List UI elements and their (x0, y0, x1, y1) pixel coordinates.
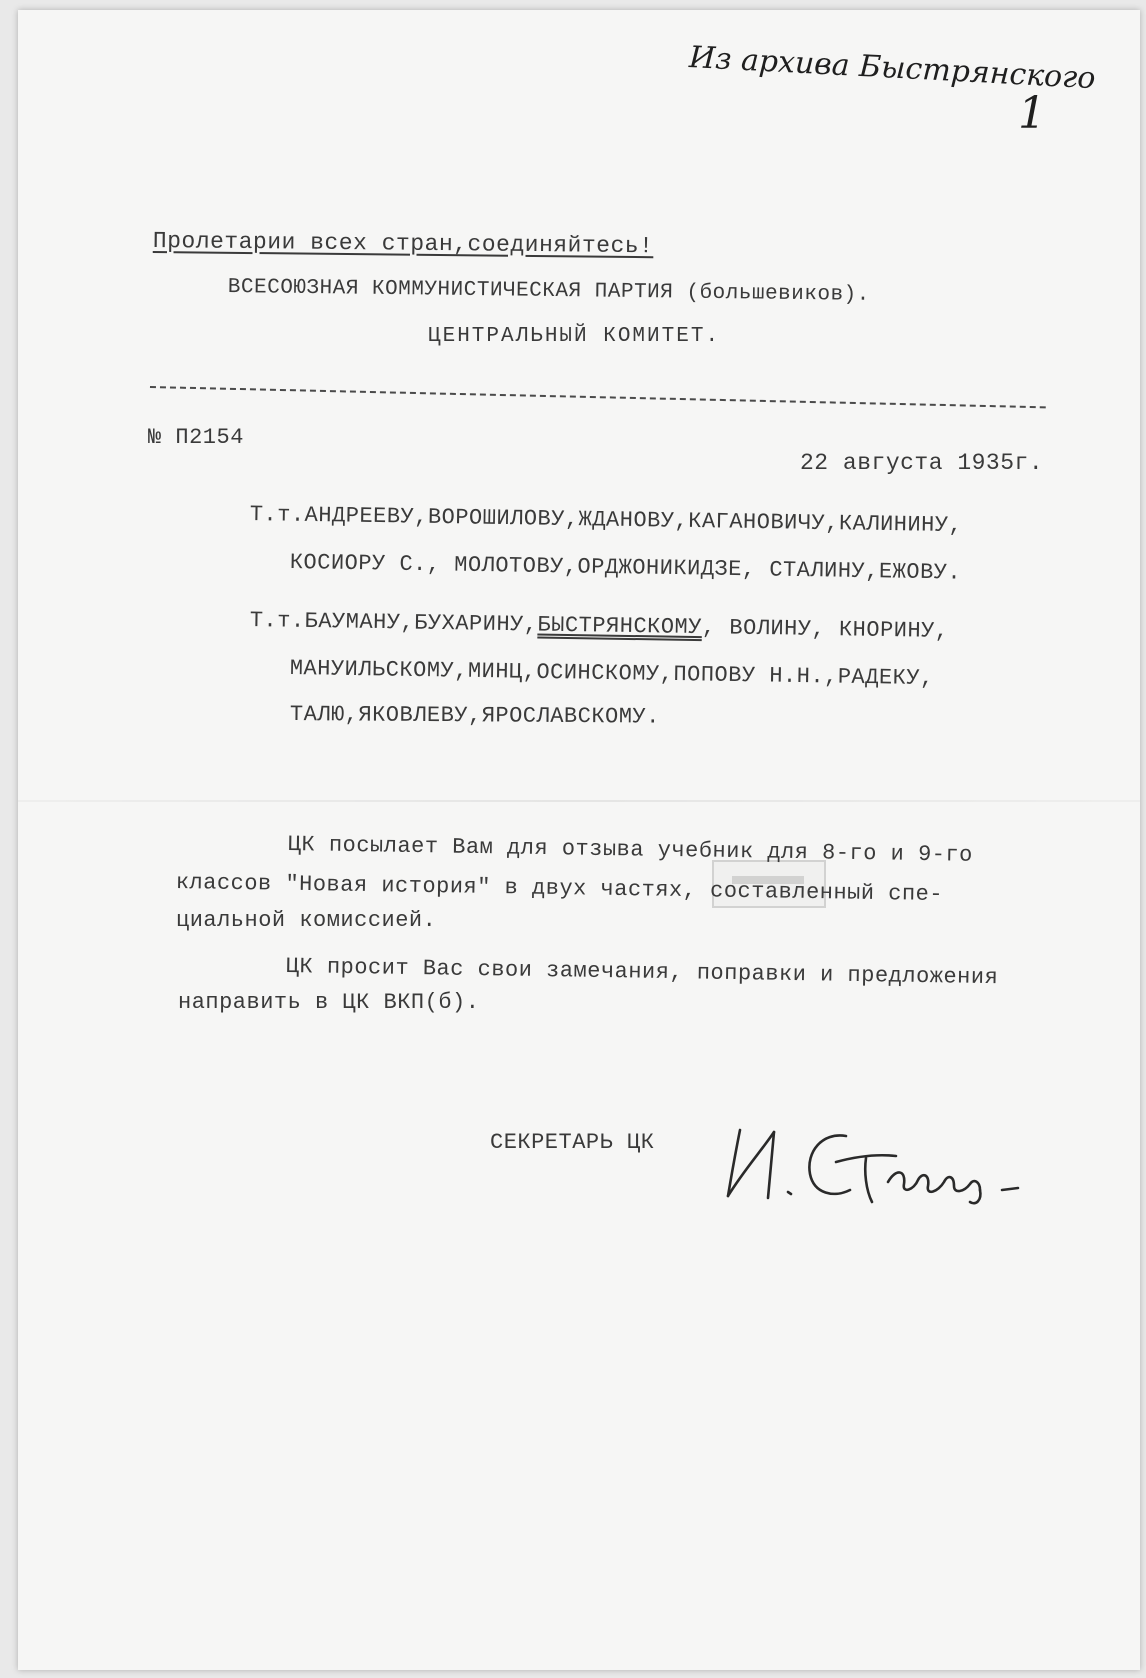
body-para1-line1: ЦК посылает Вам для отзыва учебник для 8-го и 9-го (287, 832, 974, 868)
recipients-group2-line3: ТАЛЮ,ЯКОВЛЕВУ,ЯРОСЛАВСКОМУ. (289, 702, 660, 730)
body-para1-line3: циальной комиссией. (176, 908, 437, 933)
recipients-group2-line1 (250, 608, 949, 644)
archive-note: Из архива Быстрянского (688, 40, 1097, 97)
page-number: 1 (1018, 88, 1046, 139)
body-para2-line1: ЦК просит Вас свои замечания, поправки и предложения (285, 954, 999, 991)
body-para1-line2: классов "Новая история" в двух частях, составленный спе- (175, 870, 944, 908)
document-date: 22 августа 1935г. (800, 450, 1044, 476)
handwritten-signature (718, 1110, 1038, 1220)
header-divider (150, 386, 1046, 408)
recipients-group2-prefix: Т.т.БАУМАНУ,БУХАРИНУ, (249, 608, 538, 638)
party-name: ВСЕСОЮЗНАЯ КОММУНИСТИЧЕСКАЯ ПАРТИЯ (большевиков). (227, 276, 870, 307)
recipients-group1-line2: КОСИОРУ С., МОЛОТОВУ,ОРДЖОНИКИДЗЕ, СТАЛИНУ,ЕЖОВУ. (289, 550, 962, 586)
recipients-group2-suffix: , ВОЛИНУ, КНОРИНУ, (701, 615, 949, 644)
body-para2-line2: направить в ЦК ВКП(б). (178, 990, 480, 1015)
document-number: № П2154 (148, 425, 244, 450)
signature-title: СЕКРЕТАРЬ ЦК (490, 1130, 655, 1155)
slogan: Пролетарии всех стран,соединяйтесь! (152, 228, 654, 260)
recipients-group1-line1: Т.т.АНДРЕЕВУ,ВОРОШИЛОВУ,ЖДАНОВУ,КАГАНОВИЧУ,КАЛИНИНУ, (249, 502, 963, 539)
committee-name: ЦЕНТРАЛЬНЫЙ КОМИТЕТ. (428, 325, 721, 348)
recipient-underlined: БЫСТРЯНСКОМУ (537, 612, 703, 641)
document-page (18, 10, 1140, 1670)
recipients-group2-line2: МАНУИЛЬСКОМУ,МИНЦ,ОСИНСКОМУ,ПОПОВУ Н.Н.,РАДЕКУ, (289, 656, 934, 692)
